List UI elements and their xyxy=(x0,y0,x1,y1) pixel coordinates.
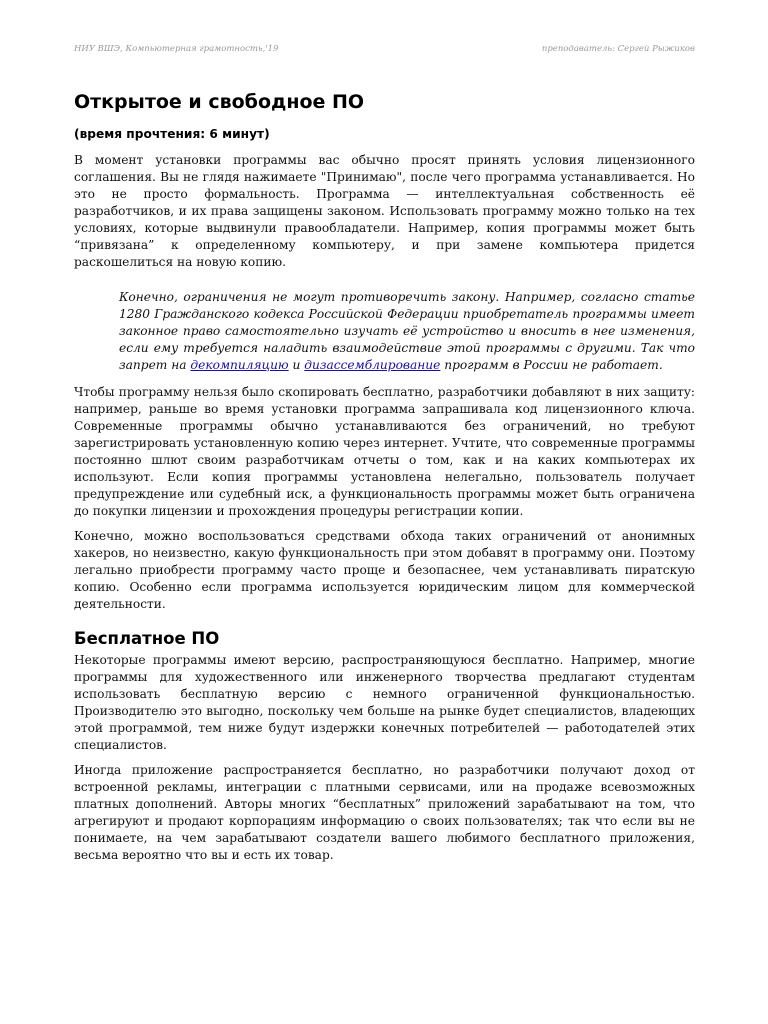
quote-conjunction: и xyxy=(288,358,305,372)
paragraph-bypass: Конечно, можно воспользоваться средствами обхода таких ограничений от анонимных хакеров, но неизвестно, какую функциональность при этом добавят в программу они. Поэтому легально приобрести программу часто проще и безопаснее, чем устанавливать пиратскую копию. Особенно если программа используется юридическим лицом для коммерческой деятельности. xyxy=(74,529,695,611)
disassembly-link[interactable]: дизассемблирование xyxy=(304,358,441,372)
quote-text-end: программ в России не работает. xyxy=(440,358,663,372)
header-instructor: преподаватель: Сергей Рыжиков xyxy=(541,44,695,54)
page-title: Открытое и свободное ПО xyxy=(74,91,365,113)
paragraph-license: В момент установки программы вас обычно просят принять условия лицензионного соглашения. Вы не глядя нажимаете "Принимаю", после чего программа устанавливается. Но это не просто формальность. Программа — интеллектуальная собственность её разработчиков, и их права защищены законом. Использовать программу можно только на тех условиях, которые выдвинули правообладатели. Например, копия программы может быть “привязана” к определенному компьютеру, и при замене компьютера придется раскошелиться на новую копию. xyxy=(74,153,695,269)
reading-time: (время прочтения: 6 минут) xyxy=(74,127,270,141)
quote-text: Конечно, ограничения не могут противоречить закону. Например, согласно статье 1280 Гражданского кодекса Российской Федерации приобретатель программы имеет законное право самостоятельно изучать её устройство и вносить в нее изменения, если ему требуется наладить взаимодействие этой программы с другими. Так что запрет на xyxy=(119,290,695,372)
section-title-free-software: Бесплатное ПО xyxy=(74,629,220,648)
article xyxy=(74,90,695,872)
legal-note-quote xyxy=(119,289,695,374)
paragraph-protection: Чтобы программу нельзя было скопировать бесплатно, разработчики добавляют в них защиту: например, раньше во время установки программа запрашивала код лицензионного ключа. Современные программы обычно устанавливаются без ограничений, но требуют зарегистрировать установленную копию через интернет. Учтите, что современные программы постоянно шлют своим разработчикам отчеты о том, как и на каких компьютерах их используют. Если копия программы установлена нелегально, пользователь получает предупреждение или судебный иск, а функциональность программы может быть ограничена до покупки лицензии и прохождения процедуры регистрации копии. xyxy=(74,385,695,518)
running-header xyxy=(74,44,695,54)
paragraph-monetization: Иногда приложение распространяется бесплатно, но разработчики получают доход от встроенной рекламы, интеграции с платными сервисами, или на продаже всевозможных платных дополнений. Авторы многих “бесплатных” приложений зарабатывают на том, что агрегируют и продают корпорациям информацию о своих пользователях; так что если вы не понимаете, на чем зарабатывают создатели вашего любимого бесплатного приложения, весьма вероятно что вы и есть их товар. xyxy=(74,763,695,862)
decompilation-link[interactable]: декомпиляцию xyxy=(190,358,289,372)
header-course: НИУ ВШЭ, Компьютерная грамотность,'19 xyxy=(74,44,279,54)
paragraph-free-versions: Некоторые программы имеют версию, распространяющуюся бесплатно. Например, многие программы для художественного или инженерного творчества предлагают студентам использовать бесплатную версию с немного ограниченной функциональностью. Производителю это выгодно, поскольку чем больше на рынке будет специалистов, владеющих этой программой, тем ниже будут издержки конечных потребителей — работодателей этих специалистов. xyxy=(74,653,695,752)
